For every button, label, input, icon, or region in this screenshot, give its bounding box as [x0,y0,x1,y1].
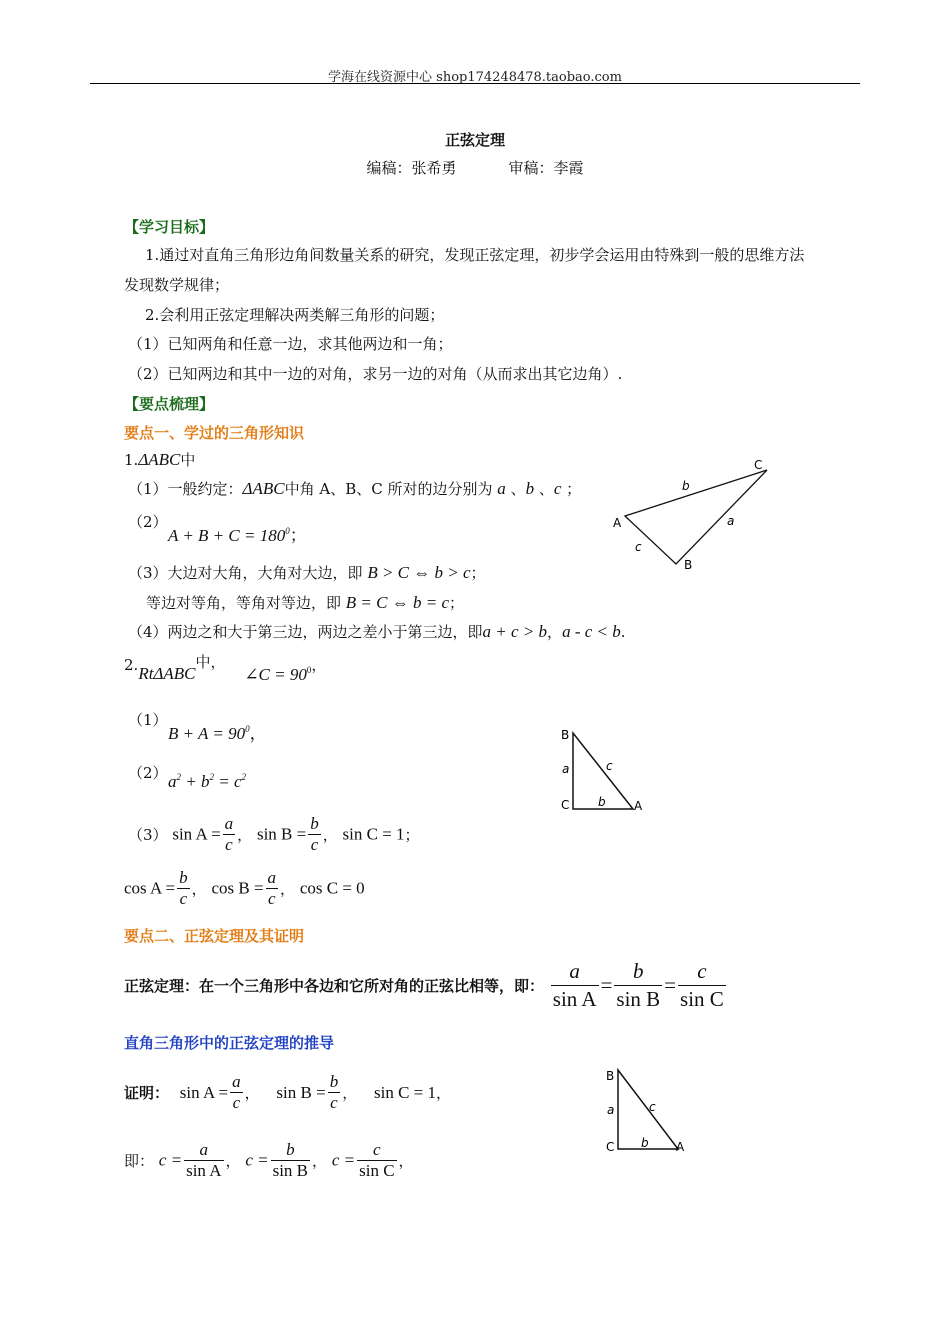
objective-4: （2）已知两边和其中一边的对角，求另一边的对角（从而求出其它边角）. [128,365,623,383]
item-1: 1.ΔABC中 [124,450,196,469]
editor: 编稿：张希勇 [366,159,457,177]
header-rule [90,83,860,84]
triangle-abc: ΔABC [138,450,181,469]
line-5: （4）两边之和大于第三边，两边之差小于第三边，即a + c > b，a - c < b. [128,622,626,641]
rt-line-1-label: （1） [128,711,168,729]
derivation-heading: 直角三角形中的正弦定理的推导 [124,1034,335,1052]
vertex-b-label: B [561,728,570,742]
rt-line-3: （3） sin A = $\frac{a}{c}$ ， sin B = $\frac{b}{c}$ ， sin C = 1； [128,814,420,854]
pythagoras: $a^2 + b^2 = c^2$ [168,772,247,791]
proof-line: 证明： sin A = $\frac{a}{c}$ ， sin B = $\frac{b}{c}$ ， sin C = 1， [124,1072,452,1112]
side-c-label: c [606,759,613,773]
objectives-heading: 【学习目标】 [124,218,215,236]
vertex-a-label: A [634,799,643,813]
reviewer: 审稿：李霞 [508,159,584,177]
vertex-b-label: B [606,1069,615,1083]
right-triangle-figure-2 [555,724,655,820]
vertex-c-label: C [606,1140,615,1154]
triangle-shape [625,470,767,564]
line-3: （3）大边对大角，大角对大边，即 B > C ⇔ b > c； [128,563,486,582]
objective-1b: 发现数学规律； [124,276,230,294]
angle-sum: $A + B + C = 180^0$； [168,526,307,545]
side-a-label: a [562,762,570,776]
vertex-a-label: A [613,516,622,530]
side-b-label: b [641,1136,649,1150]
side-c-label: c [635,540,642,554]
authors-line [0,157,950,178]
vertex-b-label: B [684,558,693,572]
vertex-c-label: C [561,798,570,812]
side-b-label: b [682,479,690,493]
point-two-heading: 要点二、正弦定理及其证明 [124,927,305,945]
conclusion-line: 即： c = $\frac{a}{\text{sin A}}$ ， c = $\frac{b}{\text{sin B}}$ ， c = $\frac{c}{\text{sin C}}$ ， [124,1140,414,1180]
objective-2: 2.会利用正弦定理解决两类解三角形的问题； [145,306,445,324]
rt-cos-line: cos A = $\frac{b}{c}$ ， cos B = $\frac{a}{c}$ ， cos C = 0 [124,868,365,908]
rt-angle-sum: $B + A = 90^0$， [168,724,267,743]
keypoints-heading: 【要点梳理】 [124,395,215,413]
point-one-heading: 要点一、学过的三角形知识 [124,424,305,442]
right-triangle-figure-3 [600,1062,700,1158]
item-2: 2.RtΔABC中， ∠C = $90_0$， [124,653,327,684]
side-b-label: b [598,795,606,809]
side-a-label: a [727,514,735,528]
side-c-label: c [649,1100,656,1114]
page-title: 正弦定理 [444,131,505,149]
line-1: （1）一般约定：ΔABC中角 A、B、C 所对的边分别为 a 、b 、c ； [128,479,582,498]
vertex-c-label: C [754,458,763,472]
line-4: 等边对等角，等角对等边，即 B = C ⇔ b = c； [146,593,465,612]
line-2-label: （2） [128,513,168,531]
objective-3: （1）已知两角和任意一边，求其他两边和一角； [128,335,453,353]
vertex-a-label: A [676,1140,685,1154]
page-header: 学海在线资源中心 shop174248478.taobao.com [328,70,622,85]
objective-1a: 1.通过对直角三角形边角间数量关系的研究，发现正弦定理，初步学会运用由特殊到一般的思维方法 [145,246,805,264]
side-a-label: a [607,1103,615,1117]
rt-line-2-label: （2） [128,764,168,782]
sine-theorem: 正弦定理：在一个三角形中各边和它所对角的正弦比相等，即： $\frac{a}{\text{sin A}}$ = $\frac{b}{\text{sin B}}$ = $\frac{c}{\text{sin C}}$ [124,959,724,1011]
triangle-figure-1 [600,450,780,580]
